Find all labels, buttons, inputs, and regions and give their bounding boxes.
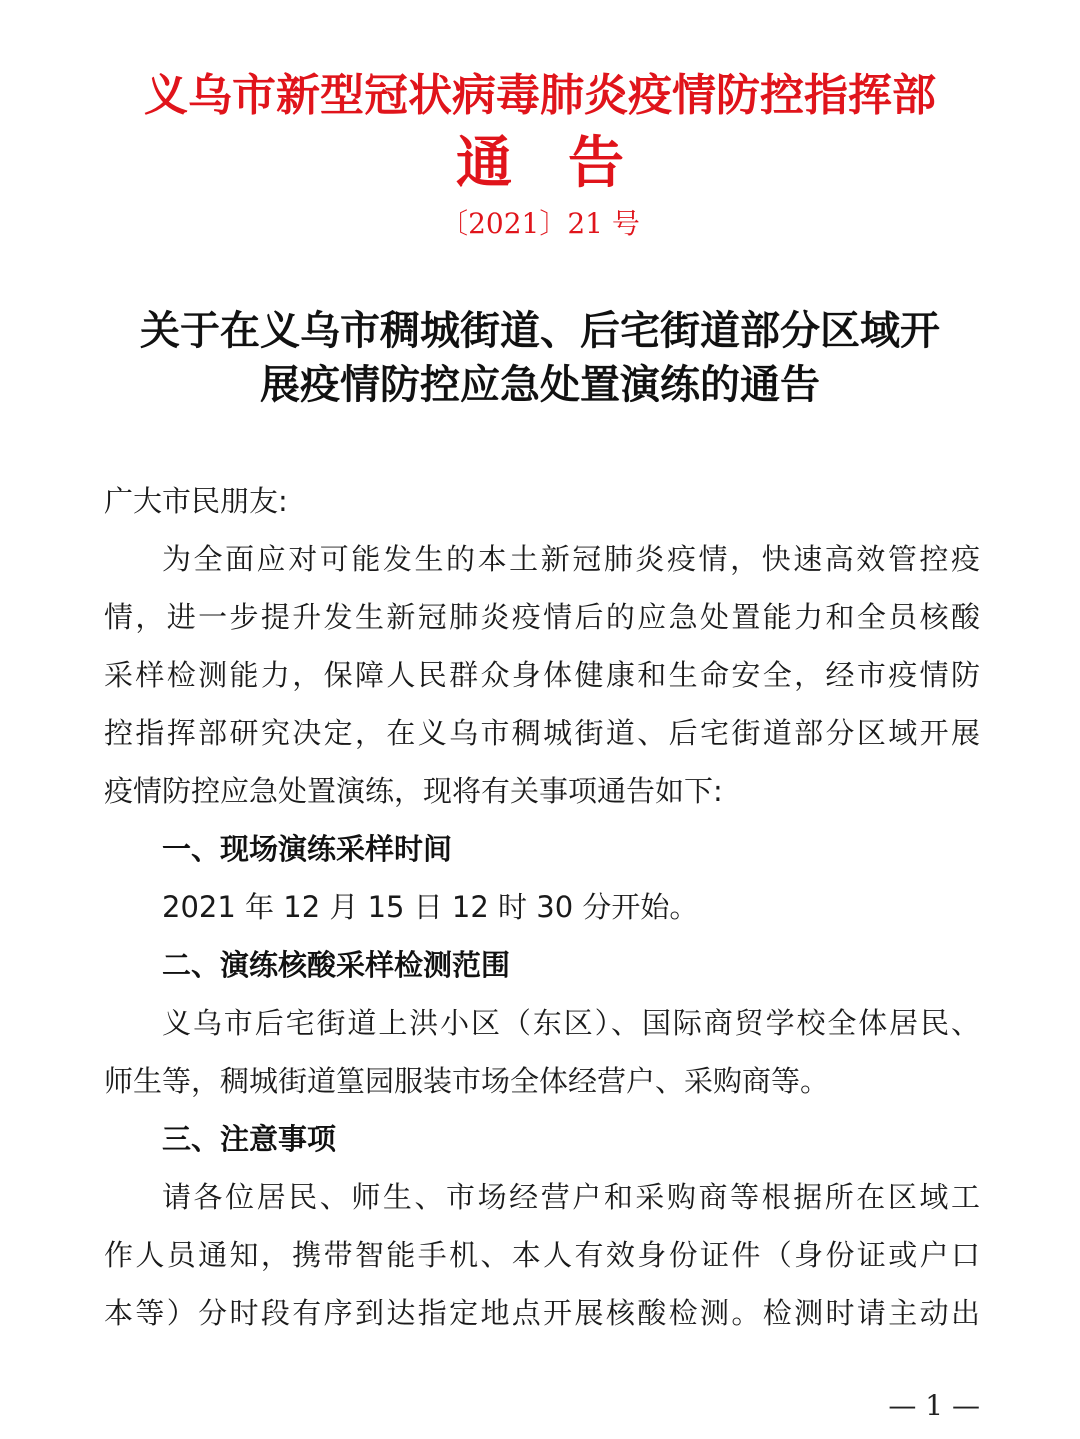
section-line: 师生等，稠城街道篁园服装市场全体经营户、采购商等。 bbox=[104, 1064, 830, 1098]
section-line: 义乌市后宅街道上洪小区（东区）、国际商贸学校全体居民、 bbox=[162, 1006, 980, 1040]
document-number: 〔2021〕21 号 bbox=[440, 207, 640, 240]
notice-title-line: 展疫情防控应急处置演练的通告 bbox=[260, 361, 820, 408]
section-heading-scope: 二、演练核酸采样检测范围 bbox=[162, 948, 511, 982]
salutation: 广大市民朋友: bbox=[104, 484, 288, 518]
intro-line: 疫情防控应急处置演练，现将有关事项通告如下: bbox=[104, 774, 723, 808]
section-heading-notes: 三、注意事项 bbox=[162, 1122, 337, 1156]
notice-title-line: 关于在义乌市稠城街道、后宅街道部分区域开 bbox=[140, 307, 940, 354]
intro-line: 采样检测能力，保障人民群众身体健康和生命安全，经市疫情防 bbox=[104, 658, 980, 692]
section-heading-time: 一、现场演练采样时间 bbox=[162, 832, 453, 866]
section-line: 作人员通知，携带智能手机、本人有效身份证件（身份证或户口 bbox=[104, 1238, 980, 1272]
intro-line: 控指挥部研究决定，在义乌市稠城街道、后宅街道部分区域开展 bbox=[104, 716, 980, 750]
section-line: 请各位居民、师生、市场经营户和采购商等根据所在区域工 bbox=[162, 1180, 980, 1214]
section-line: 本等）分时段有序到达指定地点开展核酸检测。检测时请主动出 bbox=[104, 1296, 980, 1330]
section-line: 2021 年 12 月 15 日 12 时 30 分开始。 bbox=[162, 890, 699, 924]
intro-line: 情，进一步提升发生新冠肺炎疫情后的应急处置能力和全员核酸 bbox=[104, 600, 980, 634]
page-number: — 1 — bbox=[888, 1389, 980, 1422]
issuer-heading: 义乌市新型冠状病毒肺炎疫情防控指挥部 bbox=[144, 70, 936, 121]
notice-title bbox=[60, 304, 1020, 412]
intro-line: 为全面应对可能发生的本土新冠肺炎疫情，快速高效管控疫 bbox=[162, 542, 980, 576]
notice-body bbox=[104, 472, 980, 1342]
document-kind: 通 告 bbox=[456, 130, 624, 196]
